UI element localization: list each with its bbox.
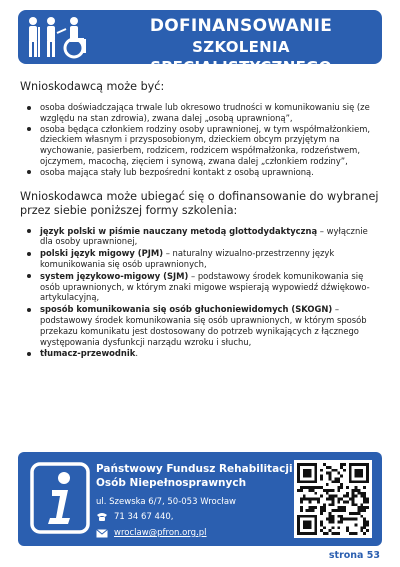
envelope-icon [96, 529, 108, 538]
item-term: polski język migowy (PJM) [40, 248, 164, 259]
section2-lead: Wnioskodawca może ubiegać się o dofinansowanie do wybranej przez siebie poniższej formy szkolenia: [20, 189, 379, 217]
qr-code [294, 460, 372, 538]
item-desc: – podstawowy środek komunikowania się osób uprawnionych, w którym sposób przekazu komunikatu jest dostosowany do potrzeb wynikających z łącznego występowania dysfunkcji narządu wzroku i słuchu, [40, 304, 367, 347]
item-term: sposób komunikowania się osób głuchoniewidomych (SKOGN) [40, 304, 333, 315]
item-desc: – naturalny wizualno-przestrzenny język komunikowania się osób uprawnionych, [40, 248, 335, 269]
list-item [40, 226, 382, 248]
contact-footer [18, 452, 382, 546]
organization-name [96, 462, 293, 490]
title-line-2: SZKOLENIA SPECJALISTYCZNEGO [150, 38, 332, 76]
phone-number[interactable]: 71 34 67 440, [114, 512, 174, 522]
org-line-2: Osób Niepełnosprawnych [96, 477, 247, 489]
address: ul. Szewska 6/7, 50-053 Wrocław [96, 497, 236, 507]
item-term: język polski w piśmie nauczany metodą glottodydaktyczną [40, 225, 318, 236]
item-desc: – podstawowy środek komunikowania się osób uprawnionych, w którym znaki migowe wspierają wypowiedź dźwiękowo-artykulacyjną, [40, 270, 370, 303]
list-item: osoba doświadczająca trwale lub okresowo trudności w komunikowaniu się (ze względu na stan zdrowia), zwana dalej „osobą uprawnioną”, [40, 102, 382, 124]
item-term: system językowo-migowy (SJM) [40, 270, 189, 281]
title-line-1: DOFINANSOWANIE [149, 16, 333, 36]
list-item [40, 304, 382, 347]
list-item: osoba mająca stały lub bezpośredni kontakt z osobą uprawnioną. [40, 167, 382, 178]
list-item: osoba będąca członkiem rodziny osoby uprawnionej, w tym współmałżonkiem, dzieckiem własnym i przysposobionym, dzieckiem obcym przyjętym na wychowanie, pasierbem, rodzicem, rodzicem współmałżonka, rodzeństwem, ojczymem, macochą, zięciem i synową, zwana dalej „członkiem rodziny”, [40, 124, 382, 167]
item-term: tłumacz-przewodnik [40, 348, 136, 359]
people-with-disabilities-icon [24, 15, 100, 59]
page-number: strona 53 [328, 550, 380, 561]
list-item [40, 271, 382, 303]
applicant-list [20, 102, 382, 178]
email-link[interactable]: wroclaw@pfron.org.pl [114, 528, 207, 538]
main-content [20, 80, 382, 360]
item-desc: – wyłącznie dla osoby uprawnionej, [40, 225, 368, 247]
email-row [96, 528, 207, 538]
section1-lead: Wnioskodawcą może być: [20, 80, 165, 93]
phone-row [96, 512, 173, 522]
information-icon [30, 462, 90, 534]
phone-icon [96, 512, 108, 522]
training-forms-list [20, 226, 382, 360]
list-item [40, 348, 382, 359]
page-title [106, 16, 376, 77]
list-item [40, 248, 382, 270]
org-line-1: Państwowy Fundusz Rehabilitacji [96, 463, 293, 475]
page-header [18, 10, 382, 76]
item-desc: . [135, 348, 139, 359]
